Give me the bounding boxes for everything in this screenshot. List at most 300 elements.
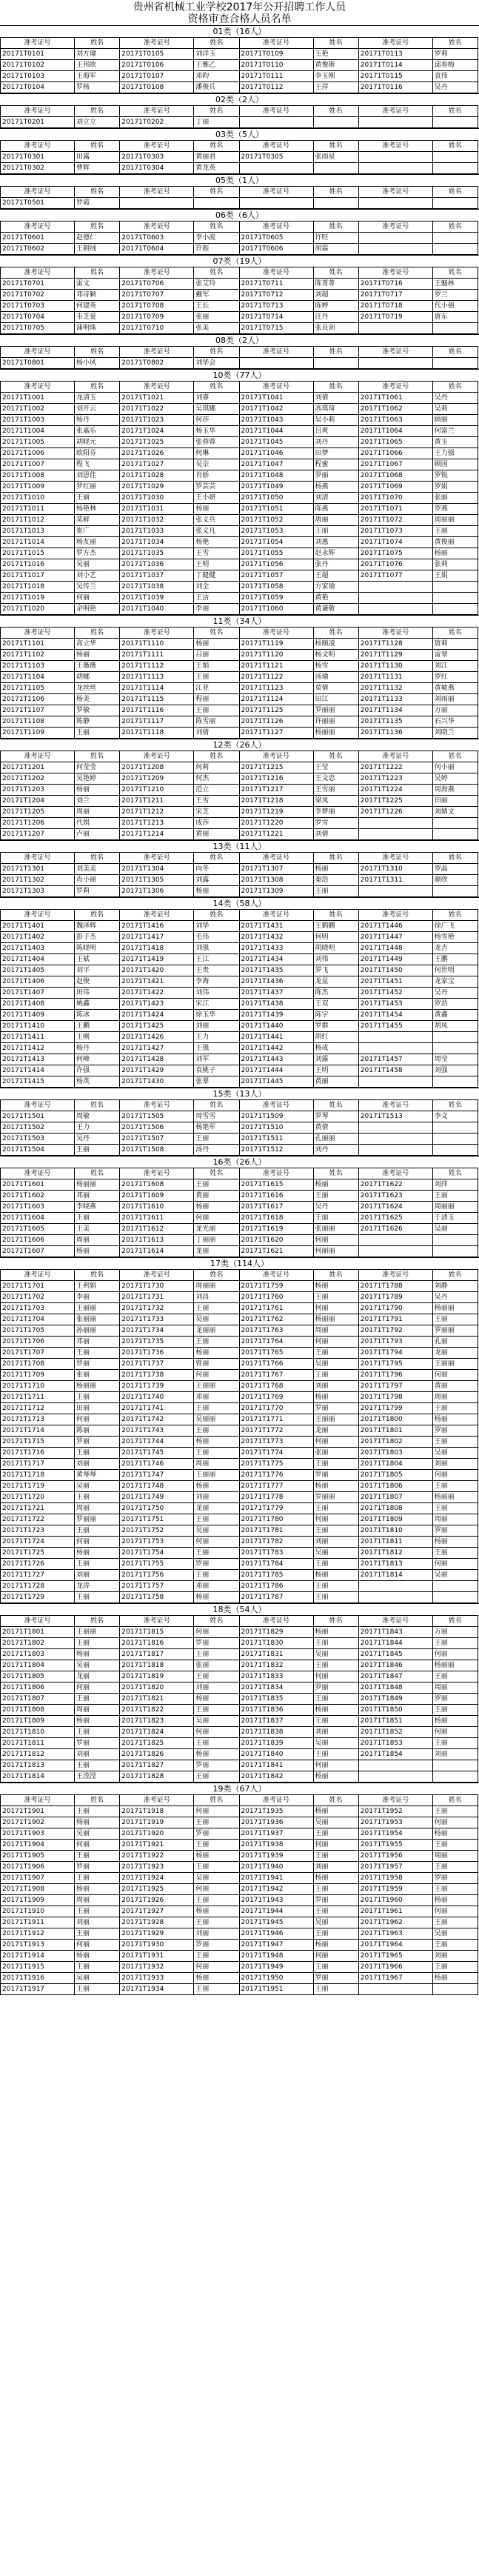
name-cell: 邓诗颖 <box>75 290 120 301</box>
column-header: 准考证号 <box>358 382 432 393</box>
exam-number-cell: 20171T1803 <box>1 1649 75 1660</box>
name-cell: 胡凤 <box>432 1021 478 1032</box>
column-header: 准考证号 <box>1 222 75 233</box>
exam-number-cell: 20171T1933 <box>120 1973 194 1984</box>
name-cell: 罗丽 <box>194 1828 239 1840</box>
name-cell: 秦浩 <box>313 875 358 886</box>
name-cell: 王丽 <box>75 1760 120 1771</box>
exam-number-cell <box>358 152 432 163</box>
name-cell: 罗丽 <box>313 1683 358 1694</box>
name-cell: 王丽 <box>432 1548 478 1559</box>
column-header: 准考证号 <box>239 382 313 393</box>
column-header: 姓名 <box>75 38 120 49</box>
exam-number-cell: 20171T1779 <box>239 1503 313 1514</box>
name-cell: 张丽 <box>194 312 239 323</box>
name-cell: 汤丹 <box>194 1145 239 1156</box>
name-cell: 王丽 <box>194 1738 239 1749</box>
name-cell: 于清玉 <box>432 1213 478 1224</box>
name-cell: 王丽 <box>432 1962 478 1973</box>
table-row <box>1 1246 478 1257</box>
exam-number-cell: 20171T1423 <box>120 999 194 1010</box>
name-cell: 李海 <box>194 976 239 988</box>
name-cell <box>432 233 478 244</box>
table-row <box>1 1202 478 1213</box>
exam-number-cell: 20171T1715 <box>1 1437 75 1448</box>
column-header: 准考证号 <box>120 382 194 393</box>
name-cell: 刘小艺 <box>75 570 120 582</box>
table-row <box>1 82 478 93</box>
name-cell: 何明 <box>313 932 358 943</box>
column-header: 准考证号 <box>358 106 432 117</box>
exam-number-cell: 20171T1740 <box>120 1392 194 1403</box>
name-cell: 何琳 <box>194 448 239 459</box>
name-cell: 成莎 <box>194 818 239 829</box>
column-header: 准考证号 <box>1 1168 75 1179</box>
exam-number-cell: 20171T1706 <box>1 1337 75 1348</box>
exam-number-cell: 20171T1211 <box>120 796 194 807</box>
table-row <box>1 965 478 976</box>
exam-number-cell: 20171T0601 <box>1 233 75 244</box>
exam-number-cell: 20171T1946 <box>239 1928 313 1940</box>
name-cell: 杨丽丽 <box>313 1314 358 1325</box>
header-row <box>1 187 478 198</box>
name-cell: 杨丹 <box>75 415 120 426</box>
column-header: 姓名 <box>194 1616 239 1627</box>
name-cell: 汤瑜 <box>313 672 358 683</box>
name-cell: 黄丽 <box>313 1076 358 1088</box>
table-row <box>1 515 478 526</box>
exam-number-cell: 20171T1956 <box>358 1851 432 1862</box>
group-heading: 18类（54人） <box>0 1603 479 1615</box>
exam-number-cell: 20171T1621 <box>239 1246 313 1257</box>
name-cell: 陈燕 <box>313 504 358 515</box>
exam-number-cell: 20171T0712 <box>239 290 313 301</box>
column-header: 姓名 <box>432 382 478 393</box>
column-header: 准考证号 <box>120 1616 194 1627</box>
exam-number-cell: 20171T1053 <box>239 526 313 537</box>
column-header: 准考证号 <box>239 187 313 198</box>
exam-number-cell: 20171T1752 <box>120 1525 194 1537</box>
exam-number-cell: 20171T1848 <box>358 1683 432 1694</box>
exam-number-cell: 20171T1957 <box>358 1862 432 1873</box>
name-cell: 许旺 <box>313 233 358 244</box>
exam-number-cell: 20171T1005 <box>1 437 75 448</box>
exam-number-cell: 20171T1809 <box>358 1514 432 1525</box>
name-cell: 罗方杰 <box>75 548 120 559</box>
exam-number-cell: 20171T0110 <box>239 60 313 71</box>
exam-number-cell: 20171T1507 <box>120 1134 194 1145</box>
name-cell: 王丽 <box>313 1716 358 1727</box>
name-cell: 田露 <box>75 152 120 163</box>
name-cell: 罗丽 <box>432 1873 478 1884</box>
table-row <box>1 279 478 290</box>
name-cell: 王江 <box>194 954 239 965</box>
exam-number-cell: 20171T1705 <box>1 1325 75 1337</box>
name-cell: 刘婧文 <box>432 807 478 818</box>
name-cell: 刘立立 <box>75 117 120 128</box>
name-cell: 杨丽 <box>194 1694 239 1705</box>
exam-number-cell: 20171T1031 <box>120 504 194 515</box>
name-cell: 李玉刚 <box>313 71 358 82</box>
name-cell: 何丽 <box>194 1370 239 1381</box>
exam-number-cell: 20171T0116 <box>358 82 432 93</box>
name-cell: 刘兰 <box>75 796 120 807</box>
exam-number-cell: 20171T1943 <box>239 1895 313 1906</box>
exam-number-cell: 20171T1428 <box>120 1054 194 1065</box>
name-cell: 王丽丽 <box>194 1470 239 1481</box>
exam-number-cell: 20171T1712 <box>1 1403 75 1414</box>
column-header: 姓名 <box>432 1168 478 1179</box>
name-cell: 曹辉 <box>75 163 120 174</box>
exam-number-cell <box>239 163 313 174</box>
exam-number-cell: 20171T0113 <box>358 49 432 60</box>
name-cell: 刘丽 <box>313 1381 358 1392</box>
table-row <box>1 1928 478 1940</box>
exam-number-cell: 20171T1051 <box>239 504 313 515</box>
name-cell: 罗丽 <box>313 1895 358 1906</box>
exam-number-cell: 20171T1433 <box>239 943 313 954</box>
group-table <box>0 381 478 615</box>
table-row <box>1 604 478 615</box>
name-cell: 王丽 <box>313 1191 358 1202</box>
exam-number-cell: 20171T1451 <box>358 976 432 988</box>
exam-number-cell: 20171T1450 <box>358 965 432 976</box>
table-row <box>1 290 478 301</box>
exam-number-cell <box>358 1984 432 1995</box>
name-cell: 王丽 <box>432 1917 478 1928</box>
exam-number-cell: 20171T1928 <box>120 1917 194 1928</box>
column-header: 姓名 <box>75 1270 120 1281</box>
exam-number-cell: 20171T1047 <box>239 459 313 470</box>
table-row <box>1 426 478 437</box>
exam-number-cell <box>358 1076 432 1088</box>
exam-number-cell: 20171T1908 <box>1 1884 75 1895</box>
table-row <box>1 1738 478 1749</box>
name-cell: 王丽 <box>194 1425 239 1437</box>
name-cell: 杨小风 <box>75 358 120 369</box>
exam-number-cell: 20171T1123 <box>239 683 313 694</box>
exam-number-cell: 20171T1762 <box>239 1314 313 1325</box>
exam-number-cell: 20171T1601 <box>1 1179 75 1191</box>
exam-number-cell: 20171T1737 <box>120 1359 194 1370</box>
exam-number-cell: 20171T1048 <box>239 470 313 482</box>
exam-number-cell: 20171T1121 <box>239 661 313 672</box>
exam-number-cell: 20171T1799 <box>358 1403 432 1414</box>
name-cell: 何丽 <box>432 1727 478 1738</box>
name-cell: 王丽 <box>75 1492 120 1503</box>
name-cell: 刘倩 <box>313 829 358 840</box>
name-cell: 杨丽 <box>432 1537 478 1548</box>
name-cell: 杨丽 <box>194 639 239 650</box>
exam-number-cell: 20171T1604 <box>1 1213 75 1224</box>
table-row <box>1 233 478 244</box>
name-cell: 杨成 <box>313 1043 358 1054</box>
name-cell: 王丽 <box>194 1134 239 1145</box>
name-cell: 吕爽 <box>313 426 358 437</box>
name-cell: 吴丹 <box>432 393 478 404</box>
exam-number-cell: 20171T1501 <box>1 1111 75 1122</box>
name-cell: 王丽 <box>313 1370 358 1381</box>
column-header: 准考证号 <box>239 1270 313 1281</box>
exam-number-cell: 20171T1772 <box>239 1425 313 1437</box>
exam-number-cell: 20171T1959 <box>358 1884 432 1895</box>
table-row <box>1 1303 478 1314</box>
exam-number-cell: 20171T0603 <box>120 233 194 244</box>
exam-number-cell: 20171T1502 <box>1 1122 75 1134</box>
name-cell <box>432 1043 478 1054</box>
exam-number-cell: 20171T1125 <box>239 705 313 716</box>
name-cell: 王丽 <box>313 1581 358 1592</box>
name-cell: 罗丽 <box>75 1437 120 1448</box>
name-cell: 罗浩 <box>432 999 478 1010</box>
column-header: 姓名 <box>432 628 478 639</box>
name-cell: 何丽丽 <box>313 1246 358 1257</box>
exam-number-cell: 20171T1623 <box>358 1191 432 1202</box>
group-heading: 16类（26人） <box>0 1156 479 1168</box>
column-header: 姓名 <box>75 751 120 762</box>
group-table <box>0 267 478 334</box>
name-cell: 王魅林 <box>432 279 478 290</box>
column-header: 姓名 <box>313 222 358 233</box>
exam-number-cell: 20171T1841 <box>239 1760 313 1771</box>
name-cell: 刘睿 <box>194 393 239 404</box>
name-cell: 黄丽 <box>194 829 239 840</box>
exam-number-cell: 20171T1431 <box>239 921 313 932</box>
exam-number-cell: 20171T0706 <box>120 279 194 290</box>
column-header: 准考证号 <box>239 1616 313 1627</box>
name-cell: 刘昌 <box>194 1292 239 1303</box>
column-header: 准考证号 <box>1 382 75 393</box>
column-header: 姓名 <box>75 267 120 279</box>
exam-number-cell: 20171T1415 <box>1 1076 75 1088</box>
exam-number-cell: 20171T1110 <box>120 639 194 650</box>
column-header: 准考证号 <box>1 1616 75 1627</box>
exam-number-cell: 20171T1950 <box>239 1973 313 1984</box>
table-row <box>1 672 478 683</box>
name-cell: 王力 <box>75 1122 120 1134</box>
exam-number-cell: 20171T1819 <box>120 1671 194 1683</box>
exam-number-cell <box>358 1235 432 1246</box>
exam-number-cell: 20171T1218 <box>239 796 313 807</box>
table-row <box>1 943 478 954</box>
table-row <box>1 921 478 932</box>
name-cell: 张蓉蓉 <box>194 437 239 448</box>
name-cell <box>432 244 478 255</box>
name-cell: 刘露 <box>313 1054 358 1065</box>
name-cell: 罗丽 <box>194 1940 239 1951</box>
name-cell: 王力强 <box>432 448 478 459</box>
name-cell: 何丽 <box>75 1414 120 1425</box>
table-row <box>1 716 478 728</box>
table-row <box>1 244 478 255</box>
exam-number-cell: 20171T1816 <box>120 1638 194 1649</box>
name-cell: 吴丽丽 <box>194 1414 239 1425</box>
exam-number-cell: 20171T1034 <box>120 537 194 548</box>
name-cell: 王丽 <box>432 1705 478 1716</box>
name-cell: 杨丽 <box>313 1771 358 1783</box>
name-cell: 吴丽 <box>313 1738 358 1749</box>
name-cell: 韦芝爱 <box>75 312 120 323</box>
name-cell: 罗芸芸 <box>194 482 239 493</box>
exam-number-cell: 20171T1765 <box>239 1348 313 1359</box>
name-cell: 黄鑫 <box>432 1010 478 1021</box>
name-cell: 余明艳 <box>75 604 120 615</box>
exam-number-cell: 20171T1963 <box>358 1928 432 1940</box>
column-header: 准考证号 <box>1 910 75 921</box>
table-row <box>1 1873 478 1884</box>
name-cell: 张嘉乐 <box>75 426 120 437</box>
exam-number-cell: 20171T1914 <box>1 1951 75 1962</box>
exam-number-cell: 20171T1731 <box>120 1292 194 1303</box>
name-cell: 周丽 <box>313 1325 358 1337</box>
exam-number-cell <box>358 358 432 369</box>
group-heading: 02类（2人） <box>0 93 479 105</box>
name-cell: 龙吉 <box>432 943 478 954</box>
name-cell: 陈静 <box>75 716 120 728</box>
exam-number-cell: 20171T1059 <box>239 593 313 604</box>
exam-number-cell: 20171T1102 <box>1 650 75 661</box>
exam-number-cell: 20171T0606 <box>239 244 313 255</box>
name-cell: 王丽 <box>75 1392 120 1403</box>
exam-number-cell: 20171T1134 <box>358 705 432 716</box>
exam-number-cell: 20171T0102 <box>1 60 75 71</box>
name-cell: 陈晓明 <box>75 943 120 954</box>
name-cell: 罗红 <box>432 672 478 683</box>
name-cell: 黄丽 <box>194 1191 239 1202</box>
name-cell: 戴军 <box>194 290 239 301</box>
exam-number-cell: 20171T1418 <box>120 943 194 954</box>
header-row <box>1 1168 478 1179</box>
name-cell: 王丽 <box>432 1940 478 1951</box>
exam-number-cell: 20171T1068 <box>358 470 432 482</box>
name-cell: 杨丽 <box>432 1414 478 1425</box>
name-cell: 刘丽 <box>75 1570 120 1581</box>
name-cell: 王丽 <box>194 1303 239 1314</box>
exam-number-cell: 20171T0605 <box>239 233 313 244</box>
name-cell: 王丽 <box>313 1928 358 1940</box>
exam-number-cell <box>358 117 432 128</box>
exam-number-cell: 20171T1435 <box>239 965 313 976</box>
exam-number-cell: 20171T0802 <box>120 358 194 369</box>
exam-number-cell: 20171T1755 <box>120 1559 194 1570</box>
exam-number-cell: 20171T1303 <box>1 886 75 897</box>
exam-number-cell: 20171T1808 <box>358 1503 432 1514</box>
name-cell: 杨丽 <box>432 1828 478 1840</box>
exam-number-cell: 20171T1307 <box>239 864 313 875</box>
name-cell: 吴丹 <box>432 988 478 999</box>
name-cell: 刘晓兰 <box>432 728 478 739</box>
name-cell: 罗敏 <box>75 705 120 716</box>
name-cell: 杨丽 <box>194 1851 239 1862</box>
group-table <box>0 1099 478 1156</box>
exam-number-cell: 20171T0708 <box>120 301 194 312</box>
exam-number-cell: 20171T1929 <box>120 1928 194 1940</box>
exam-number-cell: 20171T0302 <box>1 163 75 174</box>
column-header: 准考证号 <box>120 38 194 49</box>
name-cell: 罗丽 <box>194 1760 239 1771</box>
name-cell: 颜欣 <box>432 875 478 886</box>
exam-number-cell: 20171T1070 <box>358 493 432 504</box>
exam-number-cell: 20171T1115 <box>120 694 194 705</box>
name-cell: 杨丽 <box>75 1649 120 1660</box>
name-cell: 丁丽 <box>194 117 239 128</box>
exam-number-cell: 20171T1809 <box>1 1716 75 1727</box>
name-cell: 邓丽 <box>75 1191 120 1202</box>
name-cell: 王双 <box>313 999 358 1010</box>
exam-number-cell: 20171T1730 <box>120 1281 194 1292</box>
name-cell: 王丽丽 <box>75 1627 120 1638</box>
exam-number-cell: 20171T1913 <box>1 1940 75 1951</box>
table-row <box>1 1705 478 1716</box>
name-cell: 何建英 <box>75 301 120 312</box>
exam-number-cell: 20171T1955 <box>358 1840 432 1851</box>
name-cell: 周丽 <box>432 1683 478 1694</box>
exam-number-cell: 20171T1069 <box>358 482 432 493</box>
exam-number-cell: 20171T1803 <box>358 1448 432 1459</box>
name-cell: 黄丽君 <box>194 152 239 163</box>
exam-number-cell <box>358 886 432 897</box>
name-cell: 王丽 <box>432 1638 478 1649</box>
exam-number-cell: 20171T1832 <box>239 1660 313 1671</box>
table-row <box>1 593 478 604</box>
exam-number-cell: 20171T1949 <box>239 1962 313 1973</box>
exam-number-cell: 20171T1427 <box>120 1043 194 1054</box>
name-cell: 陈菁菁 <box>313 279 358 290</box>
table-row <box>1 785 478 796</box>
column-header: 姓名 <box>75 628 120 639</box>
exam-number-cell: 20171T1784 <box>239 1559 313 1570</box>
exam-number-cell: 20171T1935 <box>239 1806 313 1817</box>
table-row <box>1 1448 478 1459</box>
exam-number-cell: 20171T1937 <box>239 1828 313 1840</box>
name-cell: 刘全 <box>194 582 239 593</box>
name-cell: 何丽 <box>432 1817 478 1828</box>
exam-number-cell: 20171T1001 <box>1 393 75 404</box>
table-row <box>1 312 478 323</box>
exam-number-cell: 20171T1506 <box>120 1122 194 1134</box>
header-row <box>1 1795 478 1806</box>
exam-number-cell: 20171T1923 <box>120 1862 194 1873</box>
name-cell <box>432 1122 478 1134</box>
name-cell: 刘丹 <box>313 437 358 448</box>
name-cell: 陈宇 <box>313 1010 358 1021</box>
table-row <box>1 1437 478 1448</box>
exam-number-cell: 20171T1613 <box>120 1235 194 1246</box>
exam-number-cell: 20171T1209 <box>120 773 194 785</box>
exam-number-cell: 20171T1116 <box>120 705 194 716</box>
name-cell: 杨丽 <box>313 1627 358 1638</box>
exam-number-cell: 20171T1769 <box>239 1392 313 1403</box>
exam-number-cell: 20171T1202 <box>1 773 75 785</box>
exam-number-cell: 20171T1926 <box>120 1895 194 1906</box>
name-cell: 刘丽 <box>75 1459 120 1470</box>
table-row <box>1 1076 478 1088</box>
name-cell: 王丽 <box>75 1592 120 1603</box>
exam-number-cell: 20171T1055 <box>239 548 313 559</box>
name-cell: 王丽 <box>313 1984 358 1995</box>
exam-number-cell: 20171T1842 <box>239 1771 313 1783</box>
name-cell: 刘丽 <box>194 1928 239 1940</box>
exam-number-cell <box>358 1134 432 1145</box>
table-row <box>1 358 478 369</box>
exam-number-cell: 20171T1113 <box>120 672 194 683</box>
group-heading: 12类（26人） <box>0 739 479 750</box>
column-header: 准考证号 <box>358 1270 432 1281</box>
exam-number-cell: 20171T1305 <box>120 875 194 886</box>
table-row <box>1 1292 478 1303</box>
exam-number-cell: 20171T1901 <box>1 1806 75 1817</box>
column-header: 准考证号 <box>358 1168 432 1179</box>
